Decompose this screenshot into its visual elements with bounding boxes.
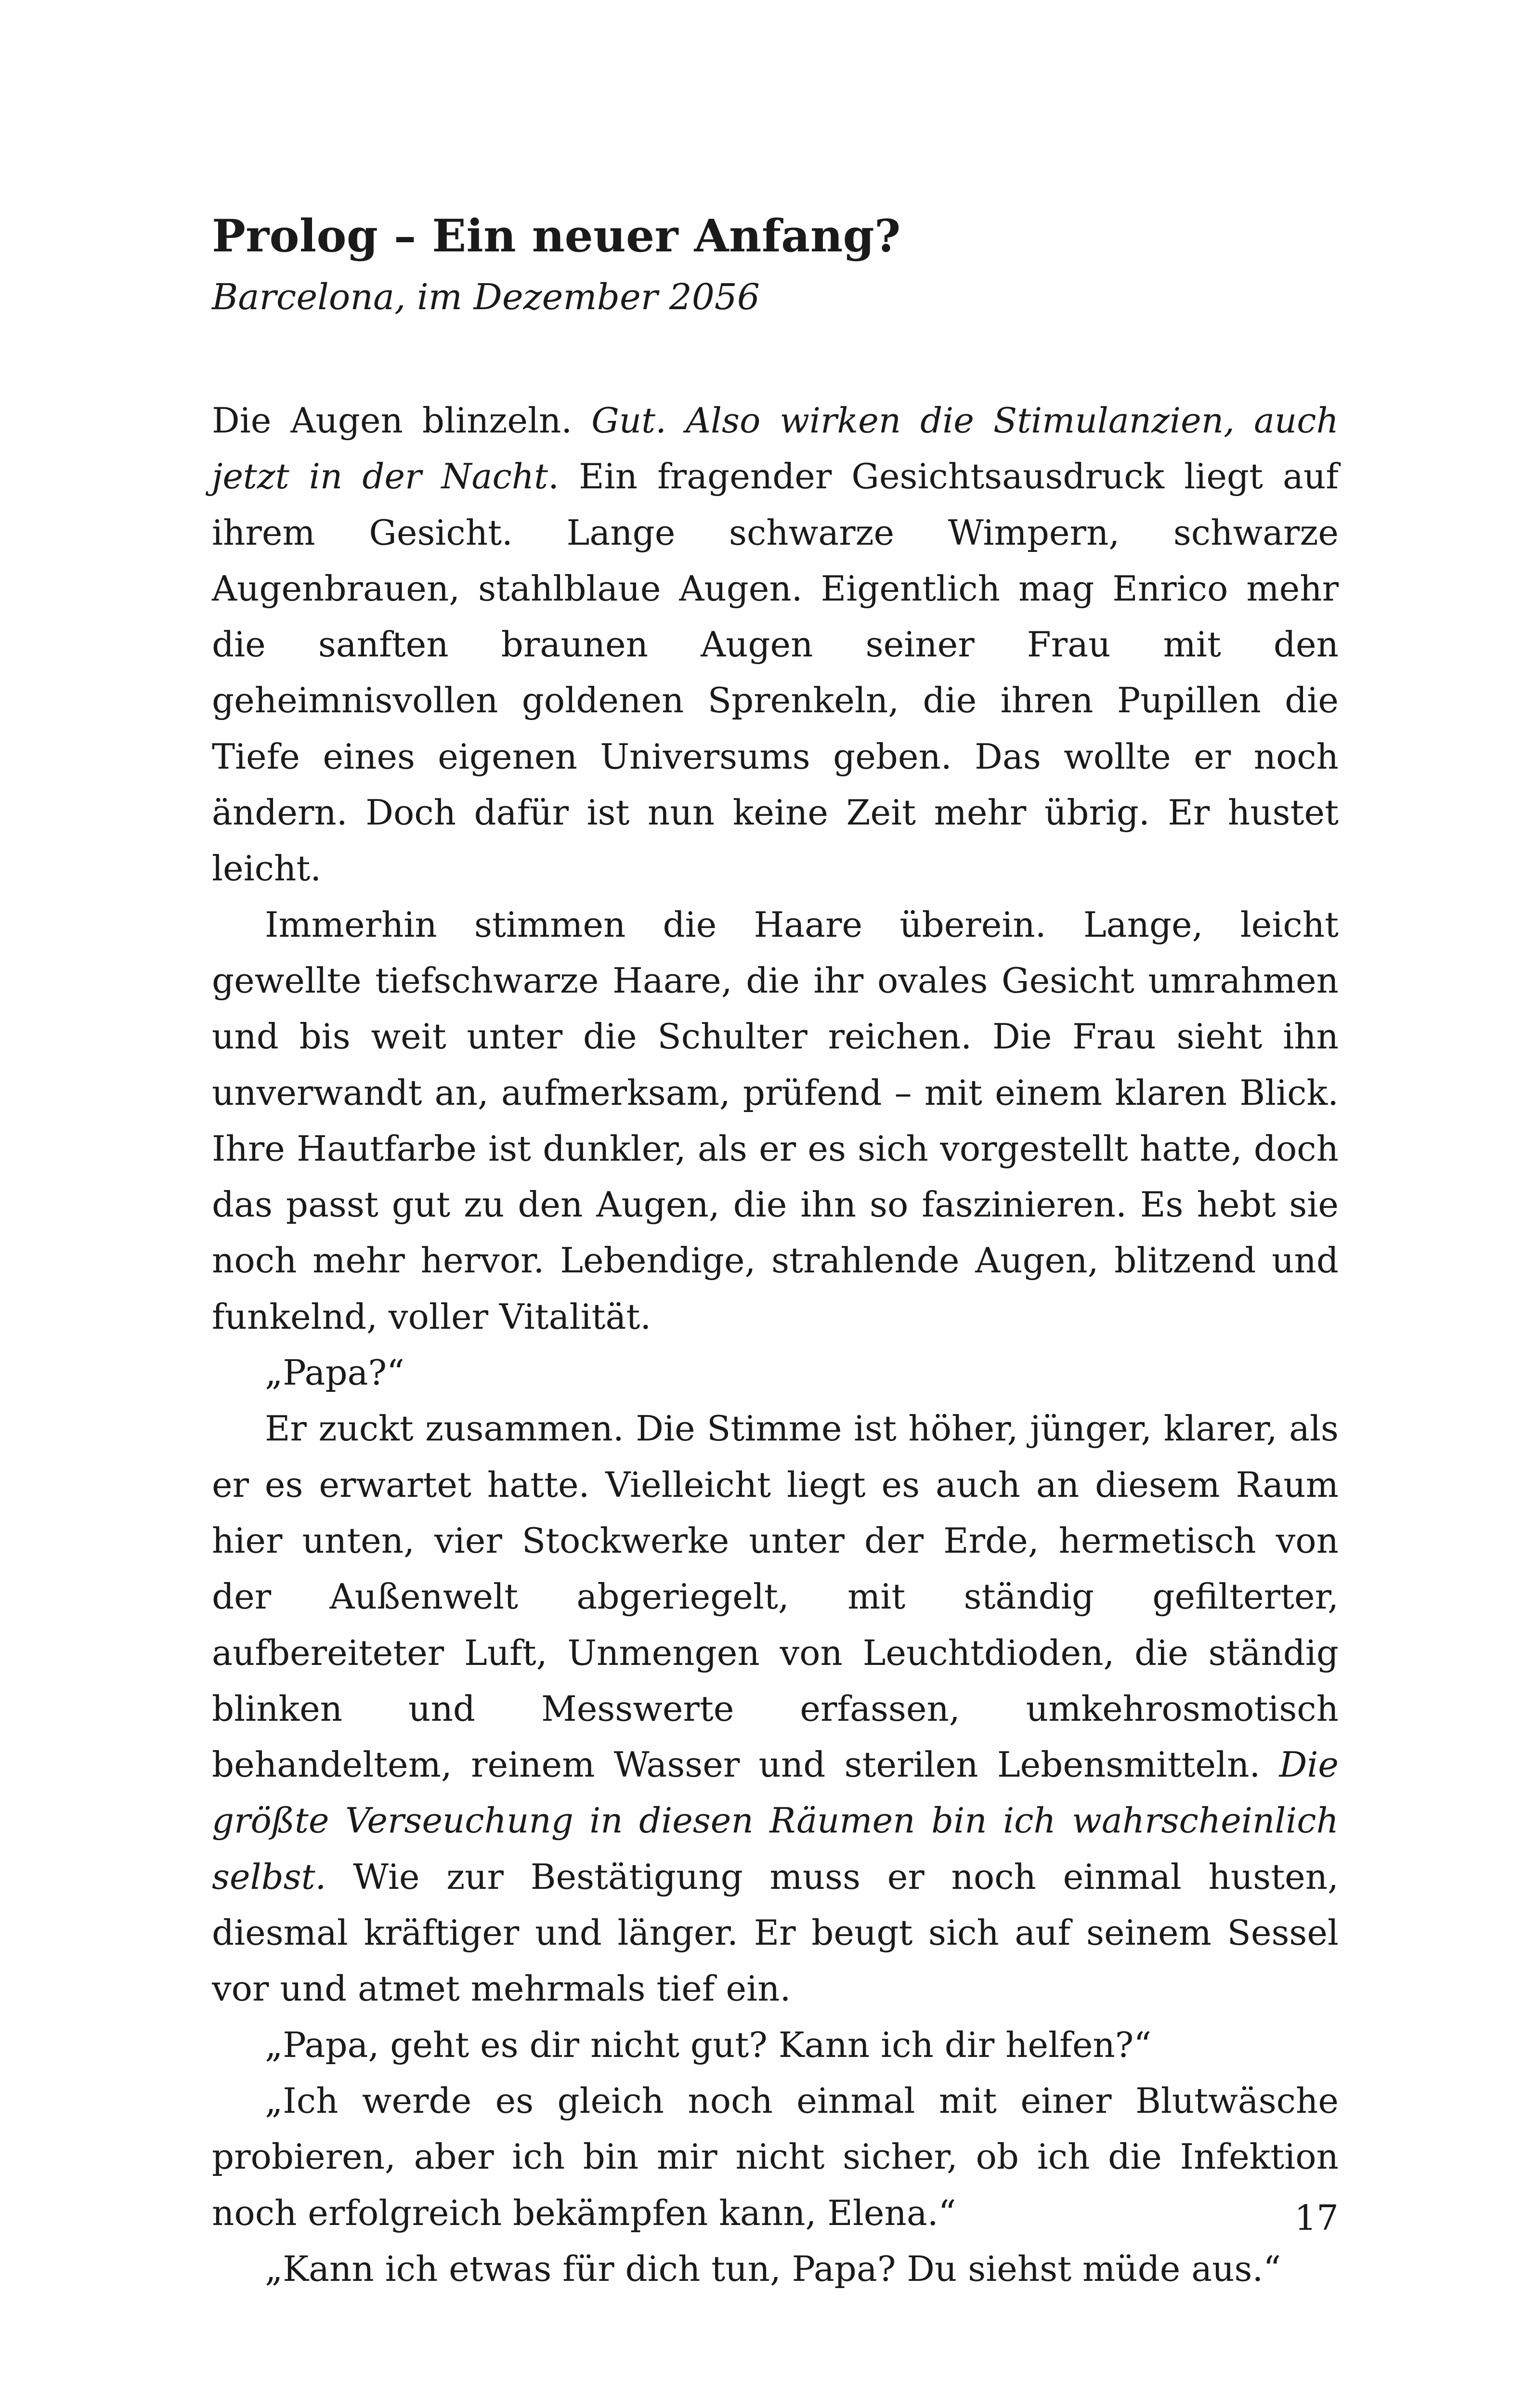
text-span: Die Augen blinzeln.	[212, 400, 592, 441]
italic-text-span: Die größte Verseuchung in diesen Räumen bin ich wahrscheinlich selbst.	[212, 1744, 1339, 1897]
dialogue-line: „Papa?“	[265, 1352, 404, 1393]
italic-text-span: Gut. Also wirken die Stimulanzien, auch jetzt in der Nacht	[212, 400, 1339, 497]
paragraph	[212, 393, 1339, 897]
text-span: . Ein fragender Gesichtsausdruck liegt auf ihrem Gesicht. Lange schwarze Wimpern, schwarze Augenbrauen, stahlblaue Augen. Eigentlich mag Enrico mehr die sanften braunen Augen seiner Frau mit den geheimnisvollen goldenen Sprenkeln, die ihren Pupillen die Tiefe eines eigenen Universums geben. Das wollte er noch ändern. Doch dafür ist nun keine Zeit mehr übrig. Er hustet leicht.	[212, 456, 1339, 889]
chapter-subtitle: Barcelona, im Dezember 2056	[212, 276, 760, 318]
paragraph	[212, 2017, 1339, 2073]
dialogue-line: „Papa, geht es dir nicht gut? Kann ich dir helfen?“	[265, 2024, 1152, 2065]
paragraph	[212, 2073, 1339, 2241]
paragraph	[212, 1345, 1339, 1400]
text-span: Wie zur Bestätigung muss er noch einmal husten, diesmal kräftiger und länger. Er beugt sich auf seinem Sessel vor und atmet mehrmals tief ein.	[212, 1856, 1339, 2009]
dialogue-line: „Ich werde es gleich noch einmal mit einer Blutwäsche probieren, aber ich bin mir nicht sicher, ob ich die Infektion noch erfolgreich bekämpfen kann, Elena.“	[212, 2080, 1339, 2233]
paragraph	[212, 897, 1339, 1345]
paragraph	[212, 1400, 1339, 2016]
body-text	[212, 393, 1339, 2297]
chapter-title: Prolog – Ein neuer Anfang?	[212, 209, 901, 262]
text-span: Er zuckt zusammen. Die Stimme ist höher, jünger, klarer, als er es erwartet hatte. Vielleicht liegt es auch an diesem Raum hier unten, vier Stockwerke unter der Erde, hermetisch von der Außenwelt abgeriegelt, mit ständig gefilterter, aufbereiteter Luft, Unmengen von Leuchtdioden, die ständig blinken und Messwerte erfassen, umkehrosmotisch behandeltem, reinem Wasser und sterilen Lebensmitteln.	[212, 1408, 1339, 1785]
text-span: Immerhin stimmen die Haare überein. Lange, leicht gewellte tiefschwarze Haare, die ihr ovales Gesicht umrahmen und bis weit unter die Schulter reichen. Die Frau sieht ihn unverwandt an, aufmerksam, prüfend – mit einem klaren Blick. Ihre Hautfarbe ist dunkler, als er es sich vorgestellt hatte, doch das passt gut zu den Augen, die ihn so faszinieren. Es hebt sie noch mehr hervor. Lebendige, strahlende Augen, blitzend und funkelnd, voller Vitalität.	[212, 904, 1339, 1337]
paragraph	[212, 2241, 1339, 2297]
dialogue-line: „Kann ich etwas für dich tun, Papa? Du siehst müde aus.“	[265, 2248, 1281, 2289]
book-page	[212, 207, 1339, 2297]
page-number: 17	[1294, 2198, 1339, 2238]
